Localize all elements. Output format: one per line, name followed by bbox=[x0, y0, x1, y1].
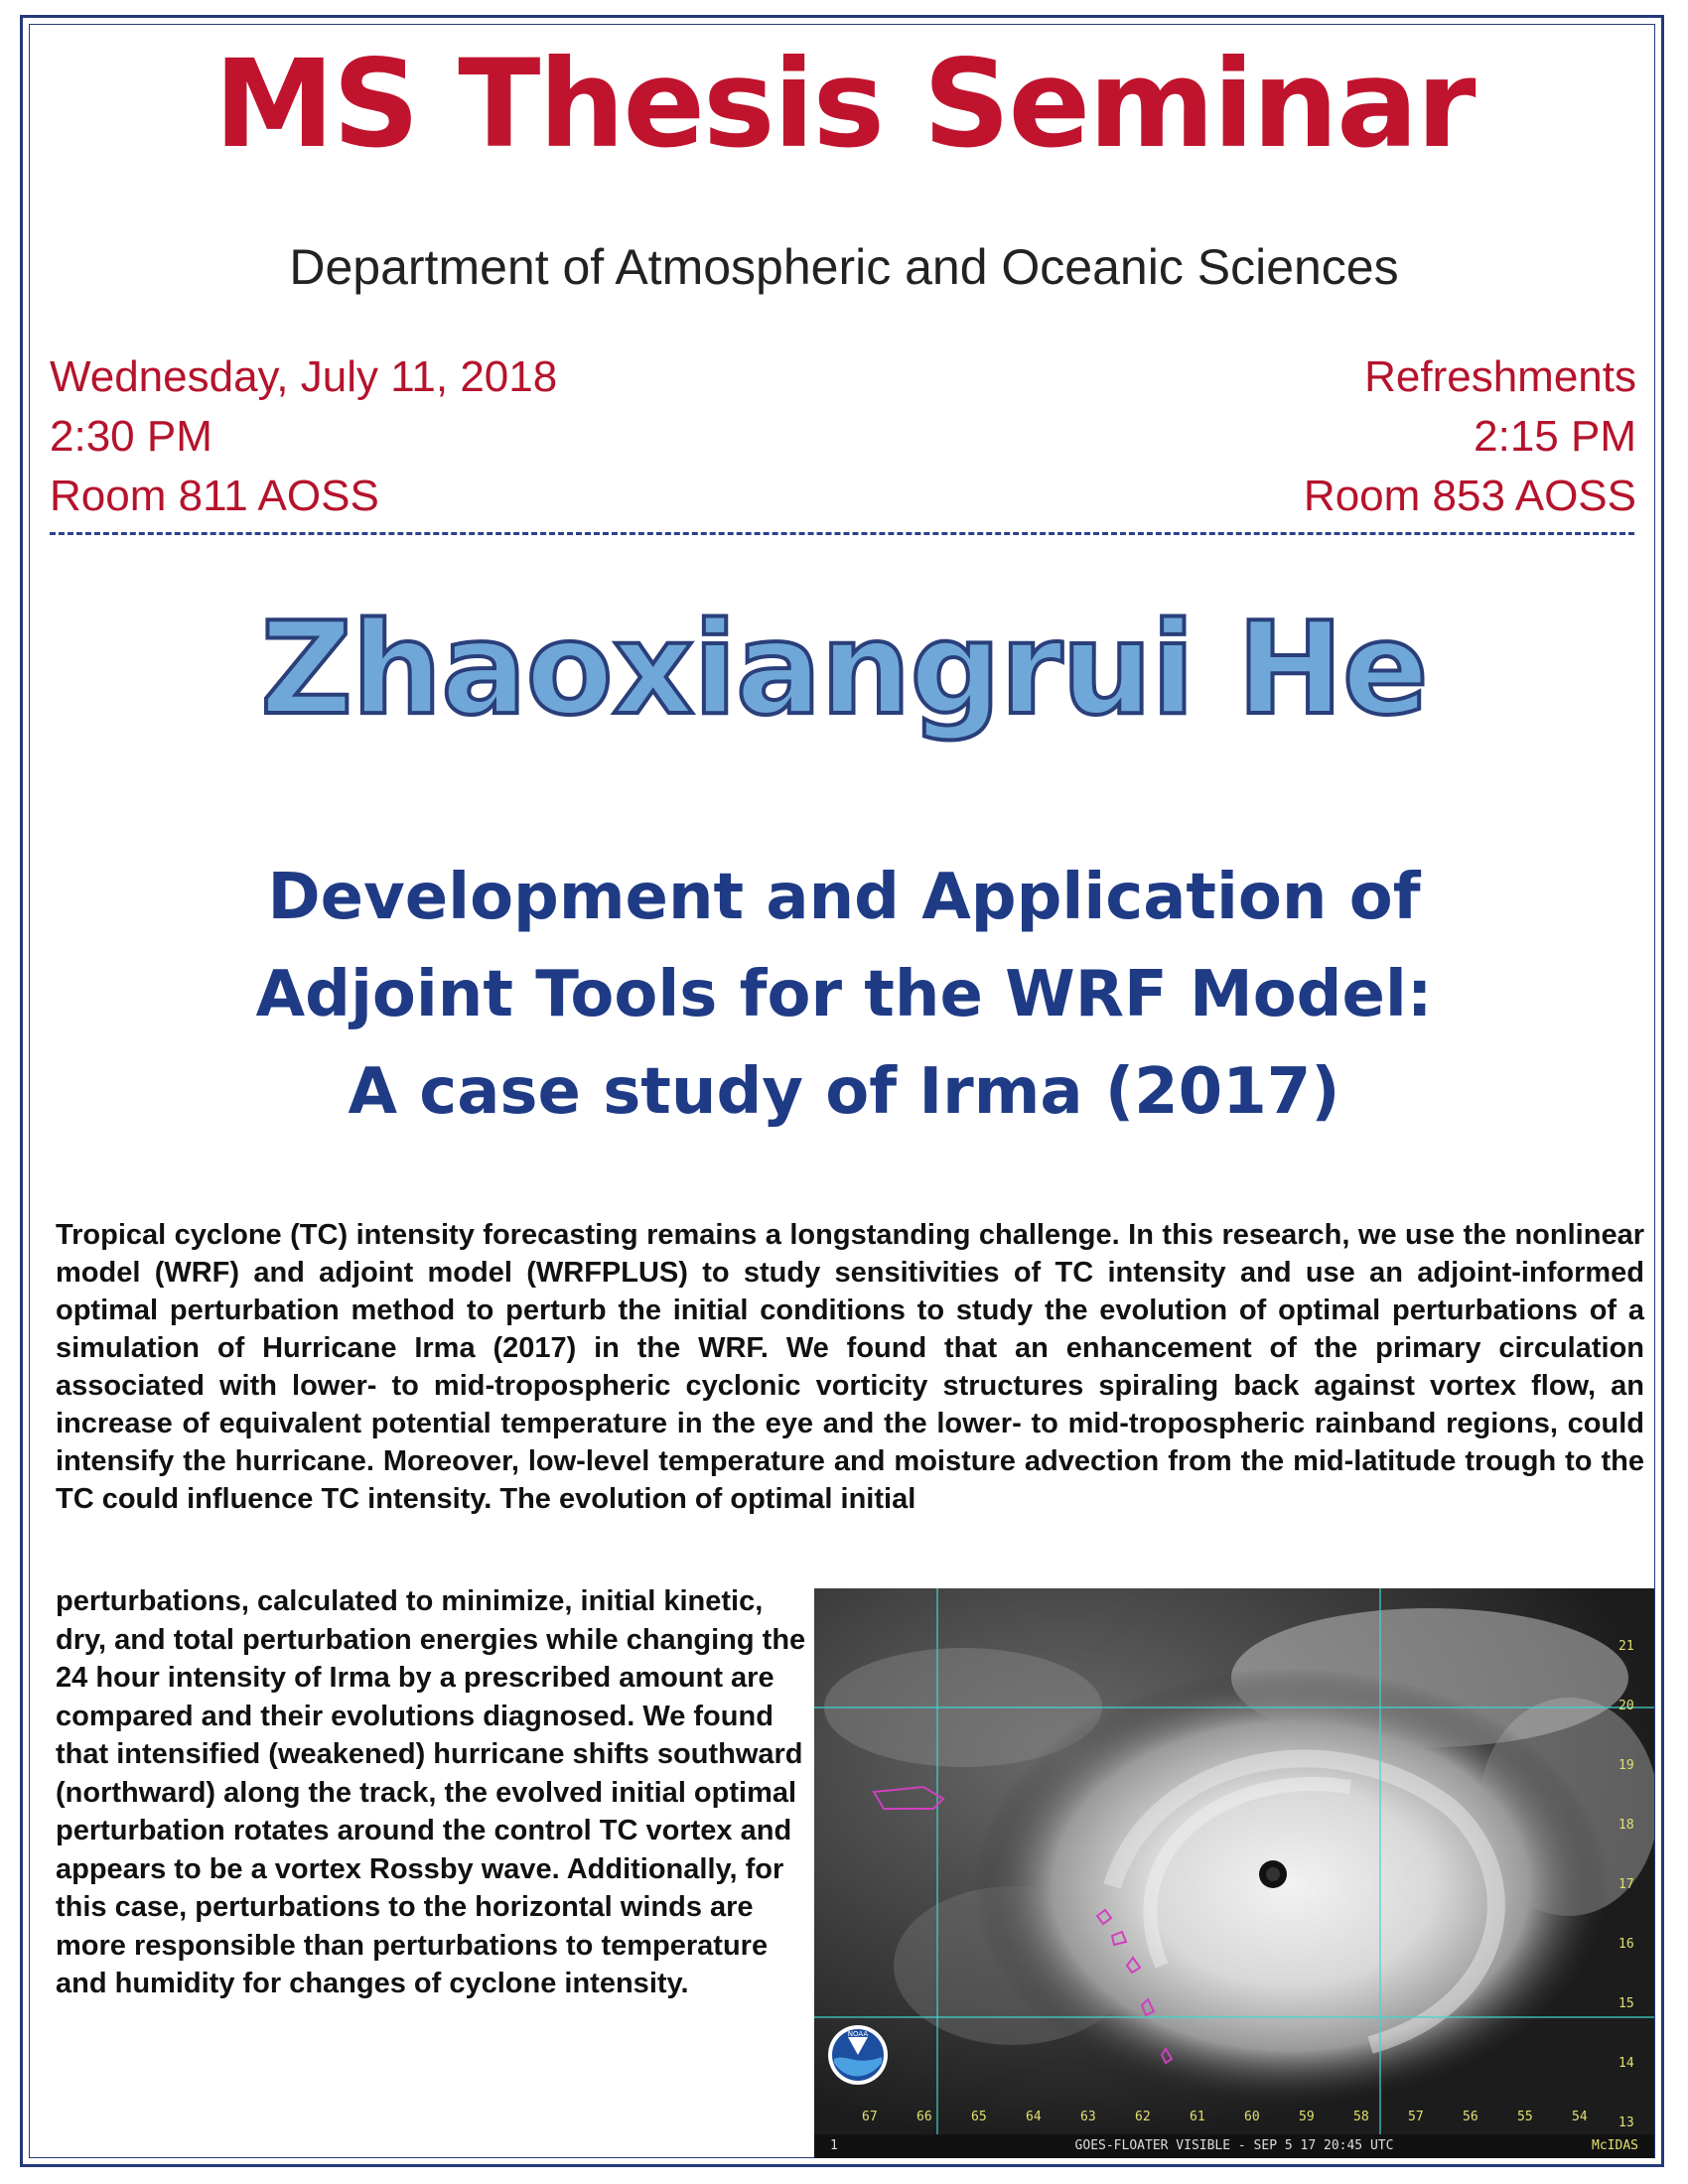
talk-title-line-3: A case study of Irma (2017) bbox=[348, 1055, 1340, 1129]
latitude-label: 20 bbox=[1618, 1699, 1634, 1713]
longitude-label: 64 bbox=[1026, 2110, 1042, 2124]
longitude-label: 66 bbox=[916, 2110, 932, 2124]
caption-text: GOES-FLOATER VISIBLE - SEP 5 17 20:45 UTC bbox=[1074, 2138, 1394, 2153]
longitude-label: 55 bbox=[1517, 2110, 1533, 2124]
hurricane-irma-satellite-view bbox=[814, 1588, 1654, 2144]
latitude-label: 17 bbox=[1618, 1877, 1634, 1892]
longitude-label: 62 bbox=[1135, 2110, 1151, 2124]
speaker-name: Zhaoxiangrui He bbox=[260, 596, 1428, 744]
seminar-title: MS Thesis Seminar bbox=[213, 34, 1475, 175]
longitude-label: 57 bbox=[1408, 2110, 1424, 2124]
event-date: Wednesday, July 11, 2018 bbox=[50, 352, 558, 401]
dashed-divider bbox=[50, 532, 1634, 535]
longitude-label: 65 bbox=[971, 2110, 987, 2124]
latitude-label: 13 bbox=[1618, 2116, 1634, 2130]
longitude-label: 58 bbox=[1353, 2110, 1369, 2124]
longitude-label: 67 bbox=[862, 2110, 878, 2124]
latitude-labels bbox=[1618, 1639, 1634, 2130]
refreshments-time: 2:15 PM bbox=[1474, 412, 1636, 461]
abstract-continued: perturbations, calculated to minimize, initial kinetic, dry, and total perturbation energies while changing the 24 hour intensity of Irma by a prescribed amount are compared and their evolutions diagnosed. We found that intensified (weakened) hurricane shifts southward (northward) along the track, the evolved initial optimal perturbation rotates around the control TC vortex and appears to be a vortex Rossby wave. Additionally, for this case, perturbations to the horizontal winds are more responsible than perturbations to temperature and humidity for changes of cyclone intensity. bbox=[56, 1585, 806, 1999]
department-name: Department of Atmospheric and Oceanic Sciences bbox=[289, 239, 1399, 295]
abstract-paragraph: Tropical cyclone (TC) intensity forecasting remains a longstanding challenge. In this research, we use the nonlinear model (WRF) and adjoint model (WRFPLUS) to study sensitivities of TC intensity and use an adjoint-informed optimal perturbation method to perturb the initial conditions to study the evolution of optimal perturbations of a simulation of Hurricane Irma (2017) in the WRF. We found that an enhancement of the primary circulation associated with lower- to mid-tropospheric cyclonic vorticity structures spiraling back against vortex flow, an increase of equivalent potential temperature in the eye and the lower- to mid-tropospheric rainband regions, could intensify the hurricane. Moreover, low-level temperature and moisture advection from the mid-latitude trough to the TC could influence TC intensity. The evolution of optimal initial bbox=[56, 1219, 1644, 1515]
longitude-label: 63 bbox=[1080, 2110, 1096, 2124]
latitude-label: 21 bbox=[1618, 1639, 1634, 1654]
noaa-logo bbox=[826, 2023, 890, 2087]
longitude-label: 60 bbox=[1244, 2110, 1260, 2124]
latitude-label: 18 bbox=[1618, 1818, 1634, 1833]
event-room: Room 811 AOSS bbox=[50, 472, 379, 520]
caption-frame-number: 1 bbox=[830, 2138, 838, 2153]
refreshment-details bbox=[1304, 347, 1636, 526]
talk-title bbox=[0, 849, 1688, 1141]
svg-text:NOAA: NOAA bbox=[847, 2030, 869, 2038]
caption-brand: McIDAS bbox=[1592, 2138, 1638, 2153]
latitude-label: 15 bbox=[1618, 1996, 1634, 2011]
longitude-label: 56 bbox=[1463, 2110, 1478, 2124]
event-details bbox=[50, 347, 557, 526]
latitude-label: 16 bbox=[1618, 1937, 1634, 1952]
refreshments-label: Refreshments bbox=[1364, 352, 1636, 401]
latitude-label: 14 bbox=[1618, 2056, 1634, 2071]
longitude-label: 54 bbox=[1572, 2110, 1588, 2124]
longitude-label: 61 bbox=[1190, 2110, 1205, 2124]
satellite-caption bbox=[814, 2134, 1654, 2158]
satellite-image bbox=[814, 1588, 1654, 2144]
latitude-label: 19 bbox=[1618, 1758, 1634, 1773]
longitude-label: 59 bbox=[1299, 2110, 1315, 2124]
talk-title-line-2: Adjoint Tools for the WRF Model: bbox=[255, 958, 1433, 1031]
event-time: 2:30 PM bbox=[50, 412, 212, 461]
talk-title-line-1: Development and Application of bbox=[267, 861, 1421, 934]
refreshments-room: Room 853 AOSS bbox=[1303, 472, 1636, 520]
